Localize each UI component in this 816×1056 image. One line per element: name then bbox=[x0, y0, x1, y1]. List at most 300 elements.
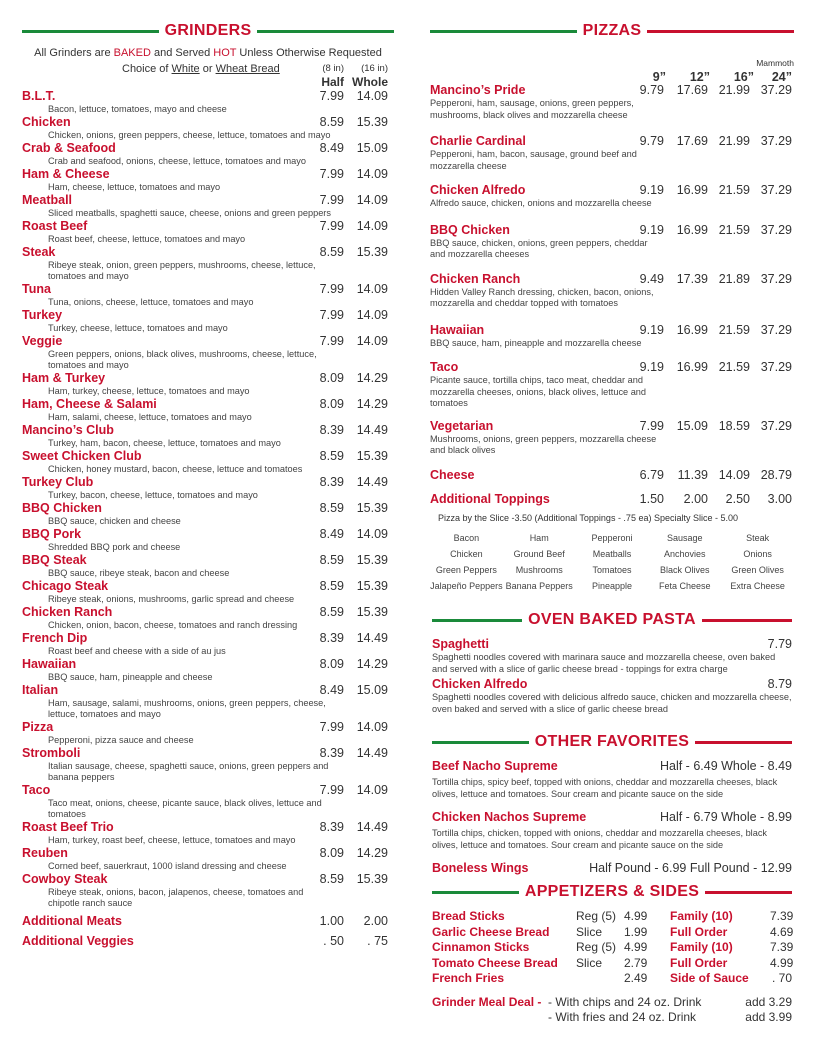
topping: Extra Cheese bbox=[730, 580, 785, 591]
divider bbox=[647, 30, 794, 33]
whole-price: 14.09 bbox=[356, 783, 388, 797]
price-0: 1.50 bbox=[639, 491, 664, 506]
appetizer-name: Garlic Cheese Bread bbox=[432, 924, 550, 939]
divider bbox=[702, 619, 792, 622]
price-1: 16.99 bbox=[676, 322, 708, 337]
divider bbox=[695, 741, 792, 744]
appetizer-price-2: . 70 bbox=[771, 971, 792, 985]
price-2: 21.59 bbox=[718, 222, 750, 237]
pizza-list bbox=[430, 82, 794, 507]
appetizers-section bbox=[432, 883, 792, 1029]
favorite-item bbox=[432, 759, 792, 800]
grinder-item bbox=[22, 449, 394, 475]
half-price: 1.00 bbox=[319, 914, 344, 928]
half-price: 7.99 bbox=[319, 783, 344, 797]
half-price: 7.99 bbox=[319, 167, 344, 181]
whole-price: 14.29 bbox=[356, 657, 388, 671]
favorite-item bbox=[432, 861, 792, 876]
grinder-item bbox=[22, 282, 394, 308]
appetizers-header bbox=[432, 883, 792, 901]
item-name: Additional Toppings bbox=[430, 491, 550, 506]
item-description: Shredded BBQ pork and cheese bbox=[48, 542, 181, 552]
item-description: BBQ sauce, chicken, onions, green peppers, cheddar and mozzarella cheeses bbox=[430, 237, 648, 259]
size-9: 9” bbox=[652, 70, 666, 84]
item-name: Ham, Cheese & Salami bbox=[22, 397, 157, 411]
price-2: 14.09 bbox=[718, 467, 750, 482]
grinder-item bbox=[22, 934, 394, 949]
whole-price: 15.39 bbox=[356, 872, 388, 886]
price-2: 21.59 bbox=[718, 183, 750, 197]
item-name: Meatball bbox=[22, 193, 73, 207]
item-price: Half - 6.49 Whole - 8.49 bbox=[659, 759, 792, 773]
grinder-item bbox=[22, 746, 394, 783]
item-name: Boneless Wings bbox=[432, 861, 529, 875]
item-name: Cowboy Steak bbox=[22, 872, 108, 886]
divider bbox=[432, 619, 522, 622]
item-description: Chicken, onions, green peppers, cheese, lettuce, tomatoes and mayo bbox=[48, 130, 331, 140]
whole-price: 14.09 bbox=[356, 89, 388, 103]
item-name: Turkey bbox=[22, 308, 63, 322]
grinder-item bbox=[22, 167, 394, 193]
appetizer-price: 2.49 bbox=[624, 971, 648, 985]
item-description: Turkey, bacon, cheese, lettuce, tomatoes and mayo bbox=[48, 490, 258, 500]
whole-price: 14.49 bbox=[356, 631, 388, 645]
meal-deal-option: - With chips and 24 oz. Drink bbox=[548, 994, 702, 1009]
price-1: 17.39 bbox=[676, 271, 708, 286]
item-name: Ham & Turkey bbox=[22, 371, 106, 385]
item-description: BBQ sauce, ribeye steak, bacon and cheese bbox=[48, 568, 230, 578]
size-16: 16” bbox=[733, 70, 754, 84]
price-3: 28.79 bbox=[760, 467, 792, 482]
half-price: 8.39 bbox=[319, 475, 344, 489]
price-1: 16.99 bbox=[676, 360, 708, 374]
whole-price: 14.09 bbox=[356, 282, 388, 296]
divider bbox=[705, 891, 792, 894]
topping: Pineapple bbox=[591, 580, 633, 591]
item-description: Crab and seafood, onions, cheese, lettuce, tomatoes and mayo bbox=[48, 156, 306, 166]
item-price: 7.79 bbox=[767, 637, 792, 651]
half-price: 8.39 bbox=[319, 820, 344, 834]
grinder-item bbox=[22, 423, 394, 449]
item-description: Pepperoni, ham, bacon, sausage, ground beef and mozzarella cheese bbox=[430, 149, 637, 171]
price-3: 37.29 bbox=[760, 83, 792, 97]
grinder-item bbox=[22, 605, 394, 631]
item-description: Tuna, onions, cheese, lettuce, tomatoes and mayo bbox=[48, 297, 254, 307]
grinder-item bbox=[22, 475, 394, 501]
price-2: 21.89 bbox=[718, 271, 750, 286]
grinder-item bbox=[22, 245, 394, 282]
half-price: 8.49 bbox=[319, 683, 344, 697]
price-1: 16.99 bbox=[676, 222, 708, 237]
whole-price: 14.49 bbox=[356, 746, 388, 760]
price-2: 21.99 bbox=[718, 134, 750, 148]
topping: Mushrooms bbox=[515, 564, 563, 575]
appetizer-size: Slice bbox=[576, 924, 603, 939]
whole-price: 14.49 bbox=[356, 475, 388, 489]
appetizers-table bbox=[432, 909, 792, 987]
section-title: OVEN BAKED PASTA bbox=[528, 611, 696, 628]
section-title: OTHER FAVORITES bbox=[534, 733, 690, 750]
grinder-item bbox=[22, 579, 394, 605]
price-0: 6.79 bbox=[639, 467, 664, 482]
item-name: French Dip bbox=[22, 631, 88, 645]
item-description: Ham, turkey, cheese, lettuce, tomatoes and mayo bbox=[48, 386, 250, 396]
pizzas-section bbox=[430, 22, 794, 591]
whole-price: 15.39 bbox=[356, 579, 388, 593]
half-price: 8.09 bbox=[319, 657, 344, 671]
price-2: 2.50 bbox=[725, 491, 750, 506]
topping: Bacon bbox=[453, 532, 480, 543]
item-description: Tortilla chips, chicken, topped with onions, cheddar and mozzarella cheeses, black olives, lettuce and tomatoes. Sour cream and picante sauce on the side bbox=[432, 828, 768, 850]
topping: Jalapeño Peppers bbox=[430, 580, 503, 591]
pasta-section bbox=[432, 611, 792, 717]
size-24: 24” bbox=[771, 70, 792, 84]
half-price: 8.59 bbox=[319, 605, 344, 619]
item-name: BBQ Chicken bbox=[430, 222, 510, 237]
item-name: BBQ Chicken bbox=[22, 501, 102, 515]
topping: Feta Cheese bbox=[659, 580, 711, 591]
item-description: Chicken, onion, bacon, cheese, tomatoes and ranch dressing bbox=[48, 620, 298, 630]
item-name: Chicken Ranch bbox=[430, 271, 521, 286]
topping: Pepperoni bbox=[591, 532, 633, 543]
half-price: 8.49 bbox=[319, 527, 344, 541]
item-name: Chicken Ranch bbox=[22, 605, 113, 619]
item-price: 8.79 bbox=[767, 677, 792, 691]
item-name: Turkey Club bbox=[22, 475, 94, 489]
price-3: 37.29 bbox=[760, 322, 792, 337]
whole-price: 14.09 bbox=[356, 193, 388, 207]
item-name: Hawaiian bbox=[430, 322, 485, 337]
item-name: B.L.T. bbox=[22, 89, 56, 103]
item-name: BBQ Pork bbox=[22, 527, 82, 541]
whole-price: 15.39 bbox=[356, 245, 388, 259]
item-description: Alfredo sauce, chicken, onions and mozzarella cheese bbox=[430, 198, 652, 208]
grinder-item bbox=[22, 846, 394, 872]
slice-note: Pizza by the Slice -3.50 (Additional Toppings - .75 ea) Specialty Slice - 5.00 bbox=[438, 512, 738, 523]
grinders-list bbox=[22, 89, 394, 949]
favorites-section bbox=[432, 733, 792, 886]
topping: Meatballs bbox=[592, 548, 632, 559]
half-price: 8.59 bbox=[319, 501, 344, 515]
pizza-size-header bbox=[430, 40, 794, 84]
item-name: Vegetarian bbox=[430, 418, 494, 433]
half-price: 7.99 bbox=[319, 219, 344, 233]
whole-price: 15.39 bbox=[356, 553, 388, 567]
grinder-item bbox=[22, 553, 394, 579]
pasta-item bbox=[432, 677, 792, 715]
item-description: Green peppers, onions, black olives, mushrooms, cheese, lettuce, tomatoes and mayo bbox=[48, 349, 317, 370]
item-name: Veggie bbox=[22, 334, 63, 348]
item-name: Ham & Cheese bbox=[22, 167, 110, 181]
topping: Green Peppers bbox=[435, 564, 497, 575]
item-description: Pepperoni, pizza sauce and cheese bbox=[48, 735, 194, 745]
topping: Sausage bbox=[667, 532, 703, 543]
item-price: Half - 6.79 Whole - 8.99 bbox=[659, 810, 792, 824]
whole-price: 2.00 bbox=[363, 914, 388, 928]
price-0: 9.79 bbox=[639, 134, 664, 148]
whole-price: . 75 bbox=[367, 934, 388, 948]
topping: Ground Beef bbox=[513, 548, 565, 559]
item-description: Ham, turkey, roast beef, cheese, lettuce, tomatoes and mayo bbox=[48, 835, 296, 845]
item-description: Turkey, ham, bacon, cheese, lettuce, tomatoes and mayo bbox=[48, 438, 281, 448]
appetizer-size bbox=[576, 971, 624, 987]
whole-price: 14.09 bbox=[356, 720, 388, 734]
pizza-item bbox=[430, 359, 794, 410]
topping: Ham bbox=[529, 532, 549, 543]
grinder-item bbox=[22, 334, 394, 371]
item-description: Hidden Valley Ranch dressing, chicken, bacon, onions, mozzarella and cheddar topped with tomatoes bbox=[430, 286, 654, 308]
half-price: 7.99 bbox=[319, 720, 344, 734]
price-1: 17.69 bbox=[676, 134, 708, 148]
topping: Steak bbox=[746, 532, 770, 543]
section-title: GRINDERS bbox=[164, 22, 252, 39]
appetizer-size: Reg (5) bbox=[576, 940, 617, 954]
price-3: 37.29 bbox=[760, 418, 792, 433]
item-description: Chicken, honey mustard, bacon, cheese, lettuce and tomatoes bbox=[48, 464, 303, 474]
appetizer-price-2: 7.39 bbox=[770, 940, 794, 954]
divider bbox=[22, 30, 159, 33]
grinder-item bbox=[22, 501, 394, 527]
half-price: 8.59 bbox=[319, 115, 344, 129]
item-name: Reuben bbox=[22, 846, 68, 860]
item-description: BBQ sauce, ham, pineapple and mozzarella cheese bbox=[430, 337, 642, 348]
half-price: 8.09 bbox=[319, 371, 344, 385]
item-name: Crab & Seafood bbox=[22, 141, 116, 155]
item-description: Spaghetti noodles covered with delicious alfredo sauce, chicken and mozzarella cheese, oven baked and served with a slice of garlic cheese bread bbox=[432, 692, 792, 714]
whole-price: 14.29 bbox=[356, 371, 388, 385]
item-name: Chicken Alfredo bbox=[432, 677, 528, 691]
appetizer-price: 2.79 bbox=[624, 955, 648, 970]
half-price: 8.09 bbox=[319, 846, 344, 860]
price-3: 37.29 bbox=[760, 183, 792, 197]
topping: Chicken bbox=[450, 548, 483, 559]
grinders-note: All Grinders are BAKED and Served HOT Unless Otherwise Requested bbox=[34, 47, 382, 59]
pizza-item bbox=[430, 467, 794, 483]
whole-price: 14.09 bbox=[356, 334, 388, 348]
price-0: 9.79 bbox=[639, 83, 664, 97]
grinder-item bbox=[22, 141, 394, 167]
item-description: Roast beef and cheese with a side of au jus bbox=[48, 646, 226, 656]
price-1: 2.00 bbox=[683, 491, 708, 506]
item-description: Spaghetti noodles covered with marinara sauce and mozzarella cheese, oven baked and served with a slice of garlic cheese bread - toppings for extra charge bbox=[432, 652, 776, 674]
appetizer-size-2: Full Order bbox=[670, 955, 728, 970]
grinder-item bbox=[22, 657, 394, 683]
appetizer-price: 4.99 bbox=[624, 940, 648, 954]
appetizer-name: Bread Sticks bbox=[432, 909, 505, 923]
price-3: 3.00 bbox=[767, 491, 792, 506]
appetizer-name: Tomato Cheese Bread bbox=[432, 955, 558, 970]
favorites-header bbox=[432, 733, 792, 751]
whole-price: 15.39 bbox=[356, 605, 388, 619]
grinder-item bbox=[22, 115, 394, 141]
item-description: Picante sauce, tortilla chips, taco meat, cheddar and mozzarella cheeses, onions, black olives, lettuce and tomatoes bbox=[430, 375, 647, 408]
appetizer-name: Cinnamon Sticks bbox=[432, 940, 530, 954]
appetizer-name: French Fries bbox=[432, 971, 505, 985]
whole-price: 15.39 bbox=[356, 115, 388, 129]
half-price: 7.99 bbox=[319, 193, 344, 207]
favorites-list bbox=[432, 759, 792, 876]
topping: Onions bbox=[743, 548, 772, 559]
half-price: 8.59 bbox=[319, 553, 344, 567]
item-description: Ham, salami, cheese, lettuce, tomatoes and mayo bbox=[48, 412, 252, 422]
item-name: Pizza bbox=[22, 720, 54, 734]
price-1: 17.69 bbox=[676, 83, 708, 97]
grinders-header bbox=[22, 22, 394, 40]
item-description: Taco meat, onions, cheese, picante sauce, black olives, lettuce and tomatoes bbox=[48, 798, 322, 819]
item-description: Ribeye steak, onions, mushrooms, garlic spread and cheese bbox=[48, 594, 295, 604]
meal-deal-option: - With fries and 24 oz. Drink bbox=[548, 1009, 697, 1024]
grinder-item bbox=[22, 683, 394, 720]
half-price: 8.59 bbox=[319, 579, 344, 593]
item-name: Taco bbox=[22, 783, 51, 797]
price-3: 37.29 bbox=[760, 271, 792, 286]
half-price: 7.99 bbox=[319, 308, 344, 322]
price-1: 15.09 bbox=[676, 418, 708, 433]
pizza-item bbox=[430, 271, 794, 310]
whole-price: 14.09 bbox=[356, 308, 388, 322]
price-2: 21.59 bbox=[718, 322, 750, 337]
item-name: Chicken bbox=[22, 115, 71, 129]
section-title: APPETIZERS & SIDES bbox=[524, 883, 700, 900]
appetizer-price: 4.99 bbox=[624, 909, 648, 923]
price-3: 37.29 bbox=[760, 360, 792, 374]
item-price: Half Pound - 6.99 Full Pound - 12.99 bbox=[589, 861, 792, 875]
item-name: Mancino’s Pride bbox=[430, 83, 526, 97]
price-0: 7.99 bbox=[639, 418, 664, 433]
price-0: 9.19 bbox=[639, 183, 664, 197]
appetizer-price: 1.99 bbox=[624, 924, 648, 939]
pizza-item bbox=[430, 182, 794, 210]
meal-deal bbox=[432, 995, 792, 1029]
grinders-size-header: Choice of White or Wheat Bread (8 in) (16 in) Half Whole bbox=[122, 63, 388, 89]
pizzas-header bbox=[430, 22, 794, 40]
item-description: BBQ sauce, ham, pineapple and cheese bbox=[48, 672, 213, 682]
pizza-item bbox=[430, 82, 794, 121]
item-name: Chicago Steak bbox=[22, 579, 109, 593]
meal-deal-price: add 3.29 bbox=[745, 994, 792, 1009]
item-name: Tuna bbox=[22, 282, 51, 296]
pasta-list bbox=[432, 637, 792, 715]
grinder-item bbox=[22, 783, 394, 820]
grinder-item bbox=[22, 720, 394, 746]
half-price: . 50 bbox=[323, 934, 344, 948]
whole-price: 14.29 bbox=[356, 397, 388, 411]
appetizer-size-2: Side of Sauce bbox=[670, 971, 749, 985]
pizza-item bbox=[430, 222, 794, 261]
whole-price: 15.39 bbox=[356, 449, 388, 463]
half-price: 8.59 bbox=[319, 449, 344, 463]
divider bbox=[430, 30, 577, 33]
item-name: Chicken Nachos Supreme bbox=[432, 810, 587, 824]
pizza-item bbox=[430, 322, 794, 350]
half-price: 8.09 bbox=[319, 397, 344, 411]
item-description: Corned beef, sauerkraut, 1000 island dressing and cheese bbox=[48, 861, 287, 871]
pizza-item bbox=[430, 491, 794, 507]
appetizer-size-2: Full Order bbox=[670, 924, 728, 939]
divider bbox=[432, 891, 519, 894]
price-0: 9.49 bbox=[639, 271, 664, 286]
item-name: Cheese bbox=[430, 467, 475, 482]
half-price: 7.99 bbox=[319, 282, 344, 296]
half-price: 8.39 bbox=[319, 423, 344, 437]
half-price: 7.99 bbox=[319, 89, 344, 103]
appetizer-price-2: 4.99 bbox=[770, 955, 794, 970]
divider bbox=[257, 30, 394, 33]
half-price: 8.49 bbox=[319, 141, 344, 155]
grinder-item bbox=[22, 872, 394, 909]
item-name: Mancino’s Club bbox=[22, 423, 114, 437]
item-description: Ham, cheese, lettuce, tomatoes and mayo bbox=[48, 182, 221, 192]
item-name: Stromboli bbox=[22, 746, 81, 760]
topping: Green Olives bbox=[731, 564, 784, 575]
favorite-item bbox=[432, 810, 792, 851]
section-title: PIZZAS bbox=[582, 22, 642, 39]
mammoth-label: Mammoth bbox=[756, 58, 794, 68]
price-2: 21.59 bbox=[718, 360, 750, 374]
price-0: 9.19 bbox=[639, 360, 664, 374]
item-name: Hawaiian bbox=[22, 657, 77, 671]
appetizer-size-2: Family (10) bbox=[670, 940, 733, 954]
pizza-item bbox=[430, 133, 794, 172]
appetizer-price-2: 4.69 bbox=[770, 924, 794, 939]
whole-price: 15.39 bbox=[356, 501, 388, 515]
pasta-header bbox=[432, 611, 792, 629]
whole-price: 14.29 bbox=[356, 846, 388, 860]
item-name: Taco bbox=[430, 360, 459, 374]
price-3: 37.29 bbox=[760, 134, 792, 148]
appetizer-size-2: Family (10) bbox=[670, 909, 733, 923]
item-name: Steak bbox=[22, 245, 56, 259]
item-description: Roast beef, cheese, lettuce, tomatoes and mayo bbox=[48, 234, 246, 244]
topping: Anchovies bbox=[664, 548, 706, 559]
meal-deal-label: Grinder Meal Deal - bbox=[432, 994, 542, 1009]
item-name: Italian bbox=[22, 683, 59, 697]
item-name: Additional Veggies bbox=[22, 934, 134, 948]
item-name: Additional Meats bbox=[22, 914, 123, 928]
price-1: 16.99 bbox=[676, 183, 708, 197]
item-description: Ribeye steak, onion, green peppers, mushrooms, cheese, lettuce, tomatoes and mayo bbox=[48, 260, 316, 281]
price-0: 9.19 bbox=[639, 322, 664, 337]
item-description: Ribeye steak, onions, bacon, jalapenos, cheese, tomatoes and chipotle ranch sauce bbox=[48, 887, 304, 908]
grinder-item bbox=[22, 527, 394, 553]
pizza-item bbox=[430, 418, 794, 457]
whole-price: 14.09 bbox=[356, 527, 388, 541]
item-name: BBQ Steak bbox=[22, 553, 87, 567]
divider bbox=[432, 741, 529, 744]
whole-price: 14.49 bbox=[356, 820, 388, 834]
item-name: Sweet Chicken Club bbox=[22, 449, 142, 463]
appetizer-size: Slice bbox=[576, 955, 603, 970]
pasta-item bbox=[432, 637, 792, 675]
half-price: 8.39 bbox=[319, 631, 344, 645]
grinder-item bbox=[22, 397, 394, 423]
grinder-item bbox=[22, 308, 394, 334]
meal-deal-price: add 3.99 bbox=[745, 1009, 792, 1024]
topping: Tomatoes bbox=[592, 564, 632, 575]
half-price: 8.59 bbox=[319, 872, 344, 886]
item-name: Roast Beef Trio bbox=[22, 820, 114, 834]
item-description: Turkey, cheese, lettuce, tomatoes and mayo bbox=[48, 323, 228, 333]
item-description: Tortilla chips, spicy beef, topped with onions, cheddar and mozzarella cheeses, black olives, lettuce and tomatoes. Sour cream and picante sauce on the side bbox=[432, 777, 778, 799]
item-description: Mushrooms, onions, green peppers, mozzarella cheese and black olives bbox=[430, 433, 657, 455]
item-description: Ham, sausage, salami, mushrooms, onions, green peppers, cheese, lettuce, tomatoes and mayo bbox=[48, 698, 326, 719]
whole-price: 15.09 bbox=[356, 683, 388, 697]
appetizer-size: Reg (5) bbox=[576, 909, 617, 923]
grinder-item bbox=[22, 371, 394, 397]
item-description: BBQ sauce, chicken and cheese bbox=[48, 516, 181, 526]
half-price: 8.39 bbox=[319, 746, 344, 760]
item-name: Charlie Cardinal bbox=[430, 134, 526, 148]
